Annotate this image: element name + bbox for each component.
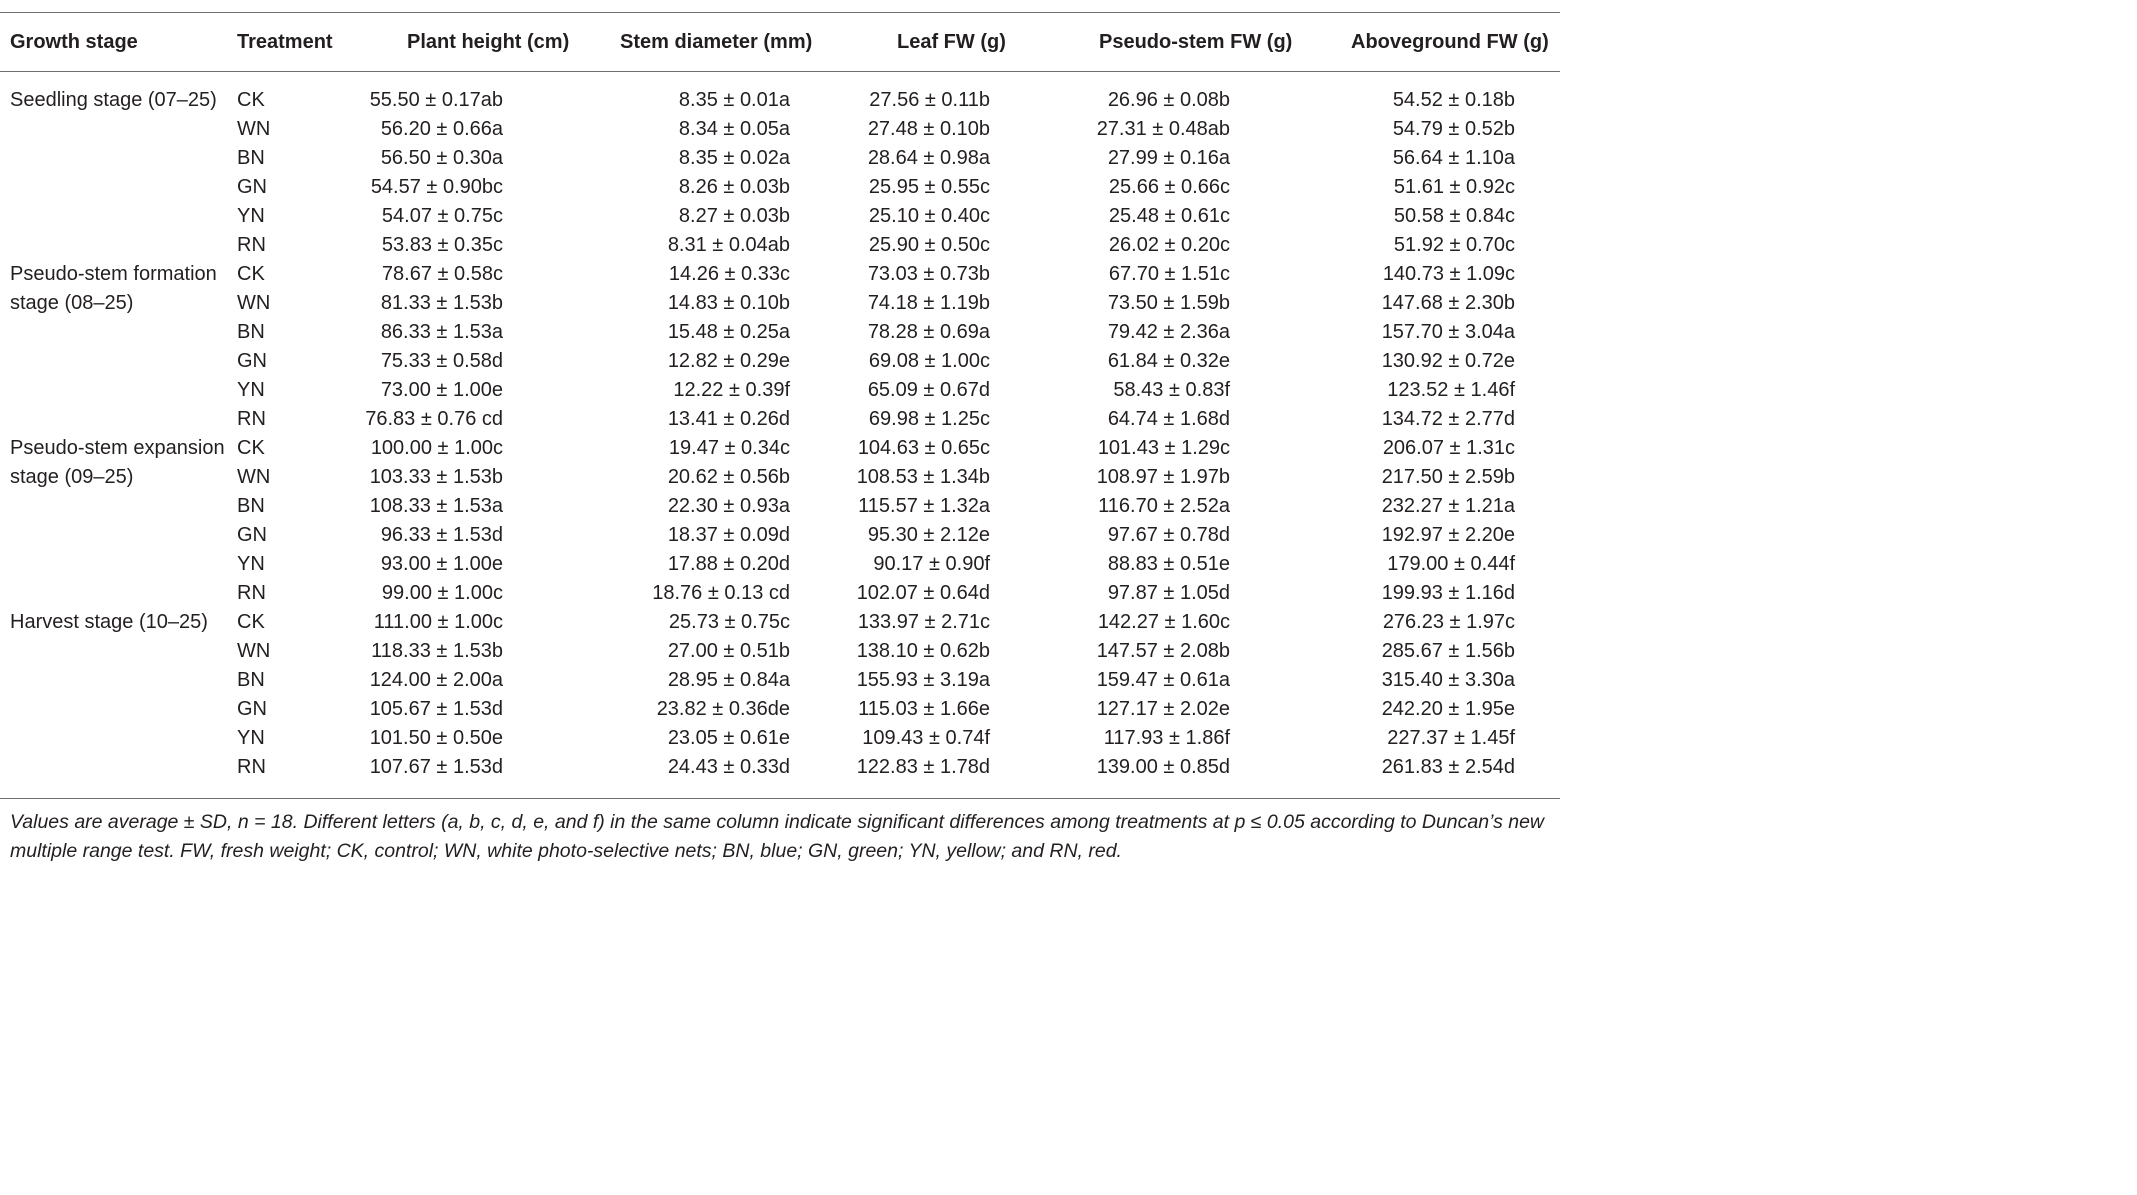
- table-row: [0, 724, 1560, 753]
- value-cell: 51.61 ± 0.92c: [1393, 176, 1515, 198]
- value-cell: 159.47 ± 0.61a: [1096, 669, 1230, 691]
- value-cell: 117.93 ± 1.86f: [1103, 727, 1230, 749]
- value-cell: 78.67 ± 0.58c: [381, 263, 503, 285]
- value-cell: 54.52 ± 0.18b: [1392, 89, 1515, 111]
- treatment-cell: WN: [237, 292, 271, 314]
- value-cell: 25.10 ± 0.40c: [868, 205, 990, 227]
- value-cell: 26.96 ± 0.08b: [1107, 89, 1230, 111]
- table-row: [0, 71, 1560, 115]
- value-cell: 73.00 ± 1.00e: [380, 379, 503, 401]
- growth-stage-cell: Pseudo-stem formation stage (08–25): [10, 263, 217, 315]
- value-cell: 55.50 ± 0.17ab: [369, 89, 503, 111]
- value-cell: 130.92 ± 0.72e: [1381, 350, 1515, 372]
- value-cell: 111.00 ± 1.00c: [373, 611, 503, 633]
- table-header-row: [0, 13, 1560, 71]
- treatment-cell: WN: [237, 466, 271, 488]
- treatment-cell: GN: [237, 524, 267, 546]
- value-cell: 27.31 ± 0.48ab: [1096, 118, 1230, 140]
- value-cell: 81.33 ± 1.53b: [380, 292, 503, 314]
- treatment-cell: GN: [237, 176, 267, 198]
- table-row: [0, 231, 1560, 260]
- value-cell: 15.48 ± 0.25a: [667, 321, 790, 343]
- table-row: [0, 318, 1560, 347]
- treatment-cell: GN: [237, 350, 267, 372]
- value-cell: 27.48 ± 0.10b: [867, 118, 990, 140]
- table-row: [0, 289, 1560, 318]
- value-cell: 99.00 ± 1.00c: [381, 582, 503, 604]
- treatment-cell: CK: [237, 263, 265, 285]
- table-row: [0, 695, 1560, 724]
- treatment-cell: RN: [237, 234, 266, 256]
- value-cell: 73.03 ± 0.73b: [867, 263, 990, 285]
- value-cell: 103.33 ± 1.53b: [369, 466, 503, 488]
- table-row: [0, 753, 1560, 782]
- value-cell: 115.57 ± 1.32a: [858, 495, 990, 517]
- value-cell: 139.00 ± 0.85d: [1096, 756, 1230, 778]
- value-cell: 18.37 ± 0.09d: [667, 524, 790, 546]
- header-stem-diameter: Stem diameter (mm): [620, 30, 813, 53]
- value-cell: 199.93 ± 1.16d: [1381, 582, 1515, 604]
- value-cell: 19.47 ± 0.34c: [668, 437, 790, 459]
- treatment-cell: GN: [237, 698, 267, 720]
- value-cell: 147.68 ± 2.30b: [1381, 292, 1515, 314]
- table-row: [0, 666, 1560, 695]
- value-cell: 8.27 ± 0.03b: [678, 205, 790, 227]
- value-cell: 25.95 ± 0.55c: [868, 176, 990, 198]
- header-growth-stage: Growth stage: [10, 30, 138, 53]
- value-cell: 124.00 ± 2.00a: [369, 669, 503, 691]
- header-leaf-fw: Leaf FW (g): [897, 30, 1006, 53]
- value-cell: 65.09 ± 0.67d: [867, 379, 990, 401]
- value-cell: 28.95 ± 0.84a: [667, 669, 790, 691]
- value-cell: 227.37 ± 1.45f: [1387, 727, 1515, 749]
- growth-stage-cell: Harvest stage (10–25): [10, 611, 208, 633]
- treatment-cell: YN: [237, 727, 265, 749]
- value-cell: 93.00 ± 1.00e: [380, 553, 503, 575]
- value-cell: 8.26 ± 0.03b: [678, 176, 790, 198]
- value-cell: 76.83 ± 0.76 cd: [365, 408, 503, 430]
- treatment-cell: CK: [237, 611, 265, 633]
- table-row: [0, 463, 1560, 492]
- value-cell: 27.56 ± 0.11b: [869, 89, 990, 111]
- value-cell: 18.76 ± 0.13 cd: [652, 582, 790, 604]
- value-cell: 108.53 ± 1.34b: [856, 466, 990, 488]
- treatment-cell: BN: [237, 495, 265, 517]
- header-treatment: Treatment: [237, 30, 333, 53]
- treatment-cell: BN: [237, 669, 265, 691]
- treatment-cell: RN: [237, 408, 266, 430]
- value-cell: 192.97 ± 2.20e: [1381, 524, 1515, 546]
- value-cell: 69.08 ± 1.00c: [868, 350, 990, 372]
- table-row: [0, 608, 1560, 637]
- table-row: [0, 115, 1560, 144]
- table-row: [0, 550, 1560, 579]
- treatment-cell: BN: [237, 147, 265, 169]
- treatment-cell: CK: [237, 437, 265, 459]
- value-cell: 276.23 ± 1.97c: [1382, 611, 1515, 633]
- treatment-cell: YN: [237, 205, 265, 227]
- table-body: [0, 71, 1560, 782]
- table-row: [0, 521, 1560, 550]
- value-cell: 51.92 ± 0.70c: [1393, 234, 1515, 256]
- value-cell: 8.35 ± 0.01a: [678, 89, 790, 111]
- value-cell: 58.43 ± 0.83f: [1113, 379, 1230, 401]
- value-cell: 90.17 ± 0.90f: [873, 553, 990, 575]
- value-cell: 142.27 ± 1.60c: [1097, 611, 1230, 633]
- treatment-cell: BN: [237, 321, 265, 343]
- value-cell: 108.33 ± 1.53a: [369, 495, 503, 517]
- value-cell: 315.40 ± 3.30a: [1381, 669, 1515, 691]
- value-cell: 23.82 ± 0.36de: [656, 698, 790, 720]
- value-cell: 23.05 ± 0.61e: [667, 727, 790, 749]
- value-cell: 73.50 ± 1.59b: [1107, 292, 1230, 314]
- table-row: [0, 144, 1560, 173]
- value-cell: 179.00 ± 0.44f: [1387, 553, 1515, 575]
- value-cell: 100.00 ± 1.00c: [370, 437, 503, 459]
- table-row: [0, 434, 1560, 463]
- value-cell: 28.64 ± 0.98a: [867, 147, 990, 169]
- treatment-cell: YN: [237, 379, 265, 401]
- value-cell: 25.73 ± 0.75c: [668, 611, 790, 633]
- table-row: [0, 260, 1560, 289]
- value-cell: 25.90 ± 0.50c: [868, 234, 990, 256]
- table-row: [0, 202, 1560, 231]
- value-cell: 26.02 ± 0.20c: [1108, 234, 1230, 256]
- value-cell: 97.67 ± 0.78d: [1107, 524, 1230, 546]
- treatment-cell: WN: [237, 118, 271, 140]
- header-aboveground-fw: Aboveground FW (g): [1351, 30, 1549, 53]
- value-cell: 54.57 ± 0.90bc: [370, 176, 503, 198]
- value-cell: 13.41 ± 0.26d: [667, 408, 790, 430]
- value-cell: 102.07 ± 0.64d: [856, 582, 990, 604]
- value-cell: 12.82 ± 0.29e: [667, 350, 790, 372]
- value-cell: 116.70 ± 2.52a: [1098, 495, 1230, 517]
- value-cell: 155.93 ± 3.19a: [856, 669, 990, 691]
- value-cell: 217.50 ± 2.59b: [1381, 466, 1515, 488]
- value-cell: 53.83 ± 0.35c: [381, 234, 503, 256]
- table-row: [0, 637, 1560, 666]
- value-cell: 8.31 ± 0.04ab: [667, 234, 790, 256]
- value-cell: 108.97 ± 1.97b: [1096, 466, 1230, 488]
- value-cell: 56.50 ± 0.30a: [380, 147, 503, 169]
- value-cell: 56.64 ± 1.10a: [1392, 147, 1515, 169]
- value-cell: 95.30 ± 2.12e: [867, 524, 990, 546]
- value-cell: 79.42 ± 2.36a: [1107, 321, 1230, 343]
- value-cell: 105.67 ± 1.53d: [369, 698, 503, 720]
- value-cell: 134.72 ± 2.77d: [1381, 408, 1515, 430]
- value-cell: 67.70 ± 1.51c: [1108, 263, 1230, 285]
- value-cell: 24.43 ± 0.33d: [667, 756, 790, 778]
- value-cell: 104.63 ± 0.65c: [857, 437, 990, 459]
- value-cell: 27.99 ± 0.16a: [1107, 147, 1230, 169]
- value-cell: 115.03 ± 1.66e: [858, 698, 990, 720]
- value-cell: 206.07 ± 1.31c: [1382, 437, 1515, 459]
- value-cell: 50.58 ± 0.84c: [1393, 205, 1515, 227]
- growth-stage-cell: Pseudo-stem expansion stage (09–25): [10, 437, 225, 489]
- value-cell: 101.50 ± 0.50e: [369, 727, 503, 749]
- value-cell: 97.87 ± 1.05d: [1107, 582, 1230, 604]
- value-cell: 78.28 ± 0.69a: [867, 321, 990, 343]
- value-cell: 25.48 ± 0.61c: [1108, 205, 1230, 227]
- table-row: [0, 405, 1560, 434]
- table-row: [0, 579, 1560, 608]
- treatment-cell: YN: [237, 553, 265, 575]
- value-cell: 64.74 ± 1.68d: [1107, 408, 1230, 430]
- value-cell: 8.34 ± 0.05a: [678, 118, 790, 140]
- value-cell: 17.88 ± 0.20d: [667, 553, 790, 575]
- treatment-cell: CK: [237, 89, 265, 111]
- value-cell: 140.73 ± 1.09c: [1382, 263, 1515, 285]
- value-cell: 123.52 ± 1.46f: [1387, 379, 1515, 401]
- table-row: [0, 347, 1560, 376]
- table-row: [0, 376, 1560, 405]
- value-cell: 8.35 ± 0.02a: [678, 147, 790, 169]
- value-cell: 107.67 ± 1.53d: [369, 756, 503, 778]
- value-cell: 74.18 ± 1.19b: [867, 292, 990, 314]
- value-cell: 147.57 ± 2.08b: [1096, 640, 1230, 662]
- table-bottom-rule: [0, 798, 1560, 799]
- value-cell: 22.30 ± 0.93a: [667, 495, 790, 517]
- value-cell: 54.79 ± 0.52b: [1392, 118, 1515, 140]
- value-cell: 14.83 ± 0.10b: [667, 292, 790, 314]
- treatment-cell: RN: [237, 756, 266, 778]
- value-cell: 14.26 ± 0.33c: [668, 263, 790, 285]
- value-cell: 88.83 ± 0.51e: [1107, 553, 1230, 575]
- value-cell: 109.43 ± 0.74f: [862, 727, 990, 749]
- value-cell: 75.33 ± 0.58d: [380, 350, 503, 372]
- table-row: [0, 492, 1560, 521]
- value-cell: 242.20 ± 1.95e: [1381, 698, 1515, 720]
- value-cell: 261.83 ± 2.54d: [1381, 756, 1515, 778]
- value-cell: 12.22 ± 0.39f: [673, 379, 790, 401]
- value-cell: 56.20 ± 0.66a: [380, 118, 503, 140]
- table-footnote: Values are average ± SD, n = 18. Different letters (a, b, c, d, e, and f) in the same column indicate significant differences among treatments at p ≤ 0.05 according to Duncan’s new multiple range test. FW, fresh weight; CK, control; WN, white photo-selective nets; BN, blue; GN, green; YN, yellow; and RN, red.: [10, 811, 1545, 862]
- growth-stage-cell: Seedling stage (07–25): [10, 89, 217, 111]
- value-cell: 127.17 ± 2.02e: [1096, 698, 1230, 720]
- value-cell: 96.33 ± 1.53d: [380, 524, 503, 546]
- value-cell: 118.33 ± 1.53b: [371, 640, 503, 662]
- value-cell: 20.62 ± 0.56b: [667, 466, 790, 488]
- value-cell: 157.70 ± 3.04a: [1381, 321, 1515, 343]
- header-plant-height: Plant height (cm): [407, 30, 570, 53]
- value-cell: 54.07 ± 0.75c: [381, 205, 503, 227]
- data-table: [0, 13, 1560, 782]
- treatment-cell: WN: [237, 640, 271, 662]
- value-cell: 86.33 ± 1.53a: [380, 321, 503, 343]
- value-cell: 61.84 ± 0.32e: [1107, 350, 1230, 372]
- value-cell: 285.67 ± 1.56b: [1381, 640, 1515, 662]
- value-cell: 69.98 ± 1.25c: [868, 408, 990, 430]
- table-row: [0, 173, 1560, 202]
- value-cell: 122.83 ± 1.78d: [856, 756, 990, 778]
- header-pseudo-stem-fw: Pseudo-stem FW (g): [1099, 30, 1293, 53]
- value-cell: 232.27 ± 1.21a: [1381, 495, 1515, 517]
- value-cell: 27.00 ± 0.51b: [667, 640, 790, 662]
- value-cell: 25.66 ± 0.66c: [1108, 176, 1230, 198]
- value-cell: 133.97 ± 2.71c: [857, 611, 990, 633]
- value-cell: 101.43 ± 1.29c: [1097, 437, 1230, 459]
- value-cell: 138.10 ± 0.62b: [856, 640, 990, 662]
- treatment-cell: RN: [237, 582, 266, 604]
